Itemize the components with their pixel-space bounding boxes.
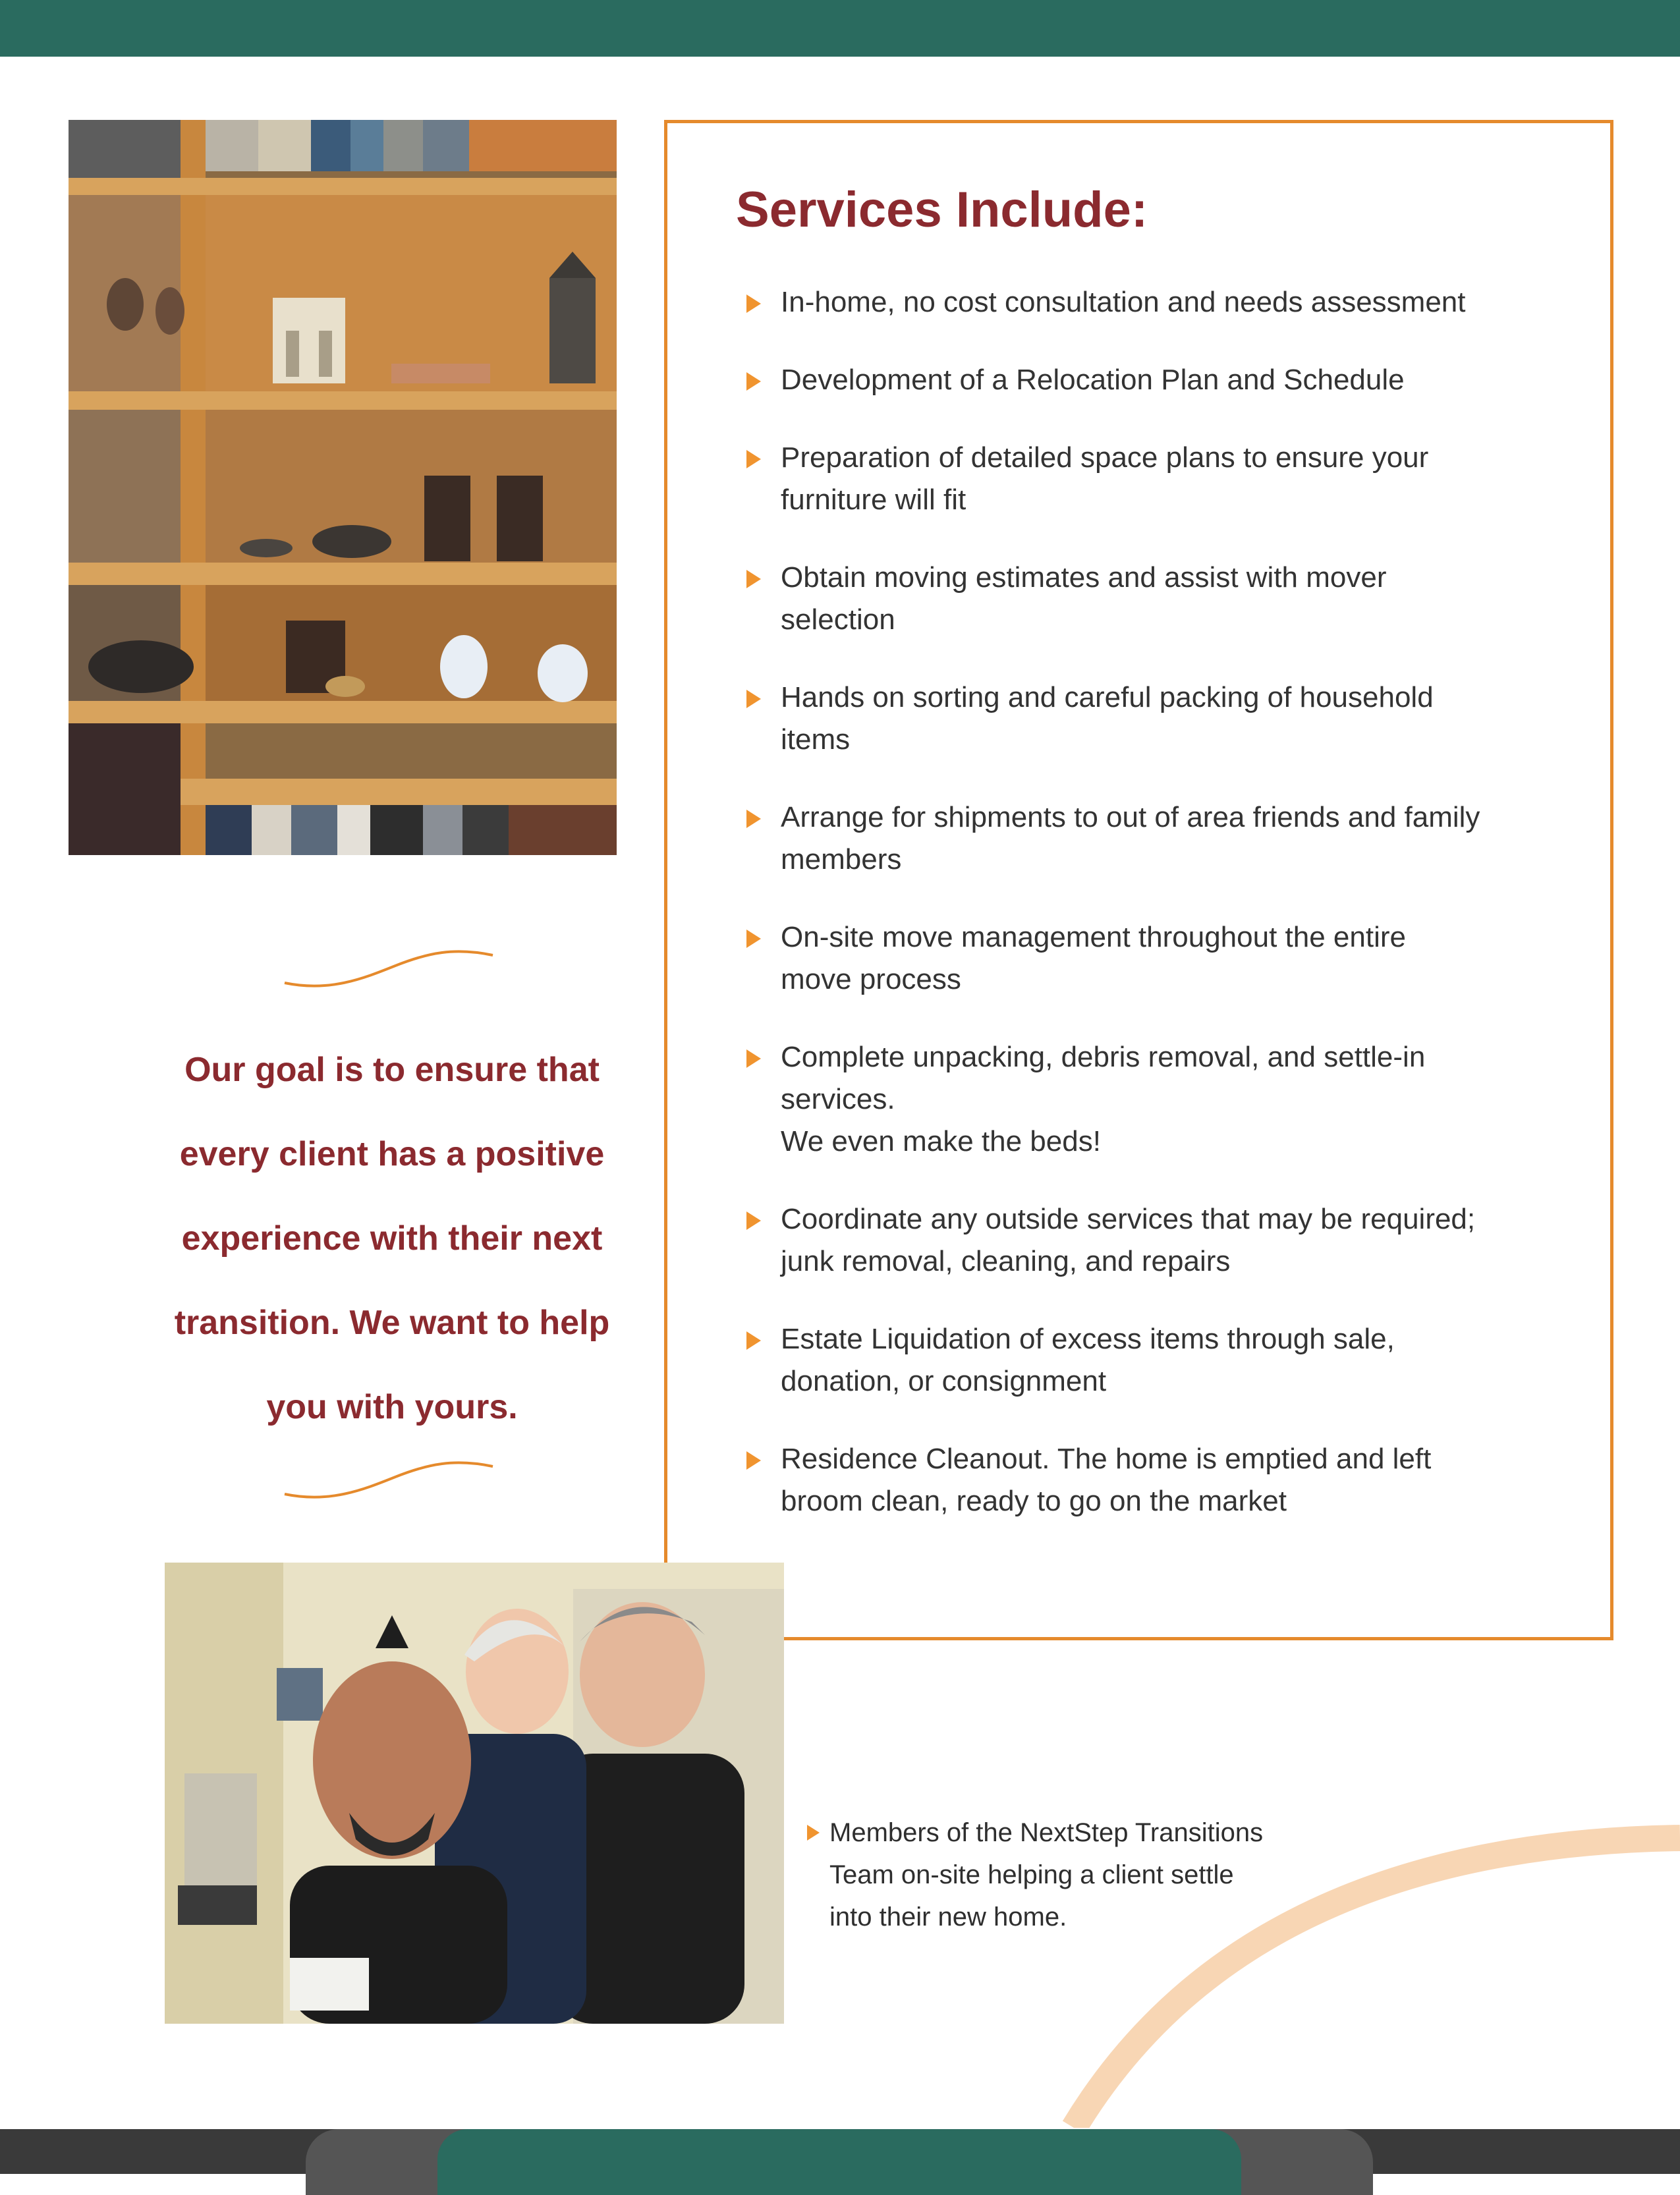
service-item-line: Development of a Relocation Plan and Schedule	[781, 364, 1405, 396]
service-item	[733, 281, 1563, 323]
services-title: Services Include:	[736, 182, 1148, 238]
service-item	[733, 437, 1563, 521]
quote-line: every client has a positive	[179, 1135, 605, 1173]
services-panel	[664, 120, 1613, 1640]
service-item-line: Estate Liquidation of excess items through sale,	[781, 1323, 1395, 1355]
service-item-line: Complete unpacking, debris removal, and settle-in	[781, 1041, 1426, 1073]
triangle-bullet-icon	[746, 1211, 761, 1230]
quote-line: Our goal is to ensure that	[184, 1051, 600, 1089]
quote-line: experience with their next	[181, 1219, 603, 1258]
header-band	[0, 0, 1680, 57]
service-item	[733, 916, 1563, 1001]
swoosh-divider-top	[283, 946, 494, 992]
service-item-line: We even make the beds!	[781, 1125, 1101, 1157]
swoosh-divider-bottom	[283, 1457, 494, 1503]
service-item	[733, 557, 1563, 641]
triangle-bullet-icon	[746, 930, 761, 948]
service-item-line: junk removal, cleaning, and repairs	[781, 1245, 1231, 1277]
bookshelf-photo	[69, 120, 617, 855]
triangle-bullet-icon	[807, 1825, 820, 1841]
caption-line: Members of the NextStep Transitions	[829, 1818, 1264, 1847]
caption-line: Team on-site helping a client settle	[829, 1860, 1234, 1889]
service-item-line: broom clean, ready to go on the market	[781, 1485, 1287, 1517]
triangle-bullet-icon	[746, 1049, 761, 1068]
service-item-line: In-home, no cost consultation and needs assessment	[781, 286, 1466, 318]
service-item-line: donation, or consignment	[781, 1365, 1107, 1397]
service-item-line: Obtain moving estimates and assist with mover	[781, 561, 1387, 594]
service-item-line: move process	[781, 963, 961, 995]
quote-line: transition. We want to help	[174, 1304, 610, 1342]
service-item	[733, 1198, 1563, 1283]
service-item-line: On-site move management throughout the entire	[781, 921, 1406, 953]
triangle-bullet-icon	[746, 372, 761, 391]
service-item	[733, 359, 1563, 401]
service-item	[733, 796, 1563, 881]
triangle-bullet-icon	[746, 1451, 761, 1470]
quote-line: you with yours.	[266, 1388, 518, 1426]
services-list	[733, 281, 1563, 1558]
service-item	[733, 1438, 1563, 1522]
triangle-bullet-icon	[746, 450, 761, 468]
mission-quote	[132, 1028, 652, 1449]
service-item	[733, 677, 1563, 761]
team-photo	[165, 1563, 784, 2024]
service-item-line: items	[781, 723, 851, 756]
service-item-line: Coordinate any outside services that may be required;	[781, 1203, 1476, 1235]
service-item-line: Residence Cleanout. The home is emptied and left	[781, 1443, 1432, 1475]
service-item-line: furniture will fit	[781, 484, 966, 516]
triangle-bullet-icon	[746, 294, 761, 313]
service-item-line: services.	[781, 1083, 895, 1115]
triangle-bullet-icon	[746, 810, 761, 828]
service-item-line: Preparation of detailed space plans to ensure your	[781, 441, 1429, 474]
triangle-bullet-icon	[746, 570, 761, 588]
service-item	[733, 1318, 1563, 1403]
triangle-bullet-icon	[746, 690, 761, 708]
caption-line: into their new home.	[829, 1903, 1067, 1931]
service-item-line: members	[781, 843, 902, 875]
service-item	[733, 1036, 1563, 1163]
service-item-line: Hands on sorting and careful packing of household	[781, 681, 1434, 713]
triangle-bullet-icon	[746, 1331, 761, 1350]
decorative-arc	[1028, 1818, 1680, 2128]
service-item-line: selection	[781, 603, 895, 636]
footer-tab-inner	[437, 2129, 1241, 2195]
service-item-line: Arrange for shipments to out of area friends and family	[781, 801, 1480, 833]
